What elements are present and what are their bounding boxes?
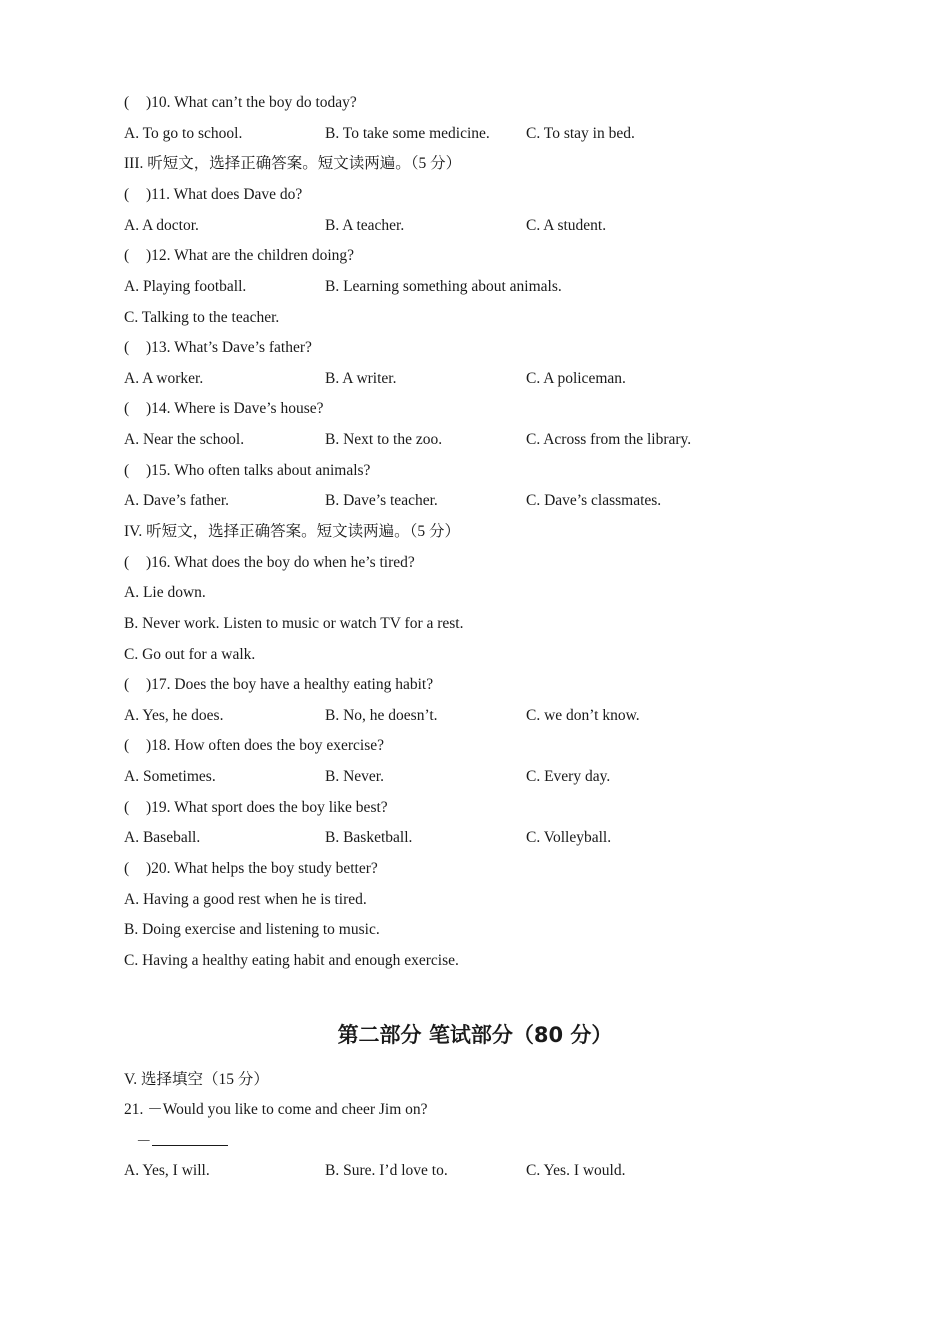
question-number: 12 bbox=[151, 247, 167, 265]
option-line: A. Lie down. bbox=[124, 584, 206, 602]
option-b: B. No, he doesn’t. bbox=[325, 706, 438, 724]
question-dot: . bbox=[166, 860, 175, 877]
answer-paren-close: ) bbox=[146, 94, 152, 111]
option-a: A. To go to school. bbox=[124, 124, 243, 142]
question-21-text: 21. －Would you like to come and cheer Jim on? bbox=[124, 1101, 428, 1118]
answer-paren-open[interactable]: ( bbox=[124, 737, 130, 755]
answer-paren-open[interactable]: ( bbox=[124, 185, 130, 203]
answer-paren-open[interactable]: ( bbox=[124, 676, 130, 694]
option-a: A. A worker. bbox=[124, 369, 204, 387]
option-b: B. Sure. I’d love to. bbox=[325, 1162, 448, 1179]
answer-paren-close: ) bbox=[146, 553, 152, 571]
question-number: 13 bbox=[151, 339, 167, 357]
question-dot: . bbox=[166, 247, 175, 265]
option-c: C. Across from the library. bbox=[526, 431, 692, 448]
question-dot: . bbox=[166, 339, 175, 357]
option-c: C. To stay in bed. bbox=[526, 124, 635, 142]
question-text: What are the children doing? bbox=[174, 247, 355, 265]
question-text: Where is Dave’s house? bbox=[174, 400, 324, 418]
question-number: 16 bbox=[151, 553, 167, 571]
question-text: What does Dave do? bbox=[173, 185, 303, 203]
answer-paren-close: ) bbox=[146, 860, 152, 877]
answer-blank-line bbox=[136, 1131, 228, 1152]
question-dot: . bbox=[166, 94, 175, 111]
question-number: 20 bbox=[151, 860, 167, 877]
question-13 bbox=[124, 338, 312, 358]
question-10 bbox=[124, 93, 357, 113]
option-a: A. A doctor. bbox=[124, 216, 199, 234]
question-text: What can’t the boy do today? bbox=[174, 94, 357, 111]
option-a: A. Playing football. bbox=[124, 277, 247, 295]
question-15 bbox=[124, 461, 370, 481]
question-dot: . bbox=[166, 737, 175, 755]
answer-paren-close: ) bbox=[146, 737, 152, 755]
option-b: B. To take some medicine. bbox=[325, 124, 490, 142]
option-b: B. Never. bbox=[325, 768, 384, 786]
question-text: Who often talks about animals? bbox=[174, 461, 371, 479]
answer-paren-open[interactable]: ( bbox=[124, 400, 130, 418]
answer-paren-open[interactable]: ( bbox=[124, 798, 130, 816]
question-dot: . bbox=[166, 461, 175, 479]
question-number: 15 bbox=[151, 461, 167, 479]
answer-paren-open[interactable]: ( bbox=[124, 860, 130, 877]
answer-paren-close: ) bbox=[146, 400, 152, 418]
question-text: What does the boy do when he’s tired? bbox=[174, 553, 415, 571]
option-c: C. A student. bbox=[526, 216, 607, 234]
option-line: B. Doing exercise and listening to music. bbox=[124, 921, 380, 939]
question-dot: . bbox=[166, 553, 175, 571]
question-text: How often does the boy exercise? bbox=[174, 737, 385, 755]
question-text: What sport does the boy like best? bbox=[174, 798, 388, 816]
question-16 bbox=[124, 553, 415, 573]
question-number: 14 bbox=[151, 400, 167, 418]
answer-paren-close: ) bbox=[146, 339, 152, 357]
option-c: C. Yes. I would. bbox=[526, 1162, 626, 1179]
answer-paren-open[interactable]: ( bbox=[124, 553, 130, 571]
option-a: A. Yes, he does. bbox=[124, 706, 224, 724]
option-c: C. Volleyball. bbox=[526, 829, 612, 847]
answer-paren-open[interactable]: ( bbox=[124, 339, 130, 357]
question-dot: . bbox=[166, 676, 175, 694]
answer-paren-close: ) bbox=[146, 247, 152, 265]
option-a: A. Sometimes. bbox=[124, 768, 216, 786]
answer-paren-close: ) bbox=[146, 185, 152, 203]
question-14 bbox=[124, 399, 324, 419]
question-dot: . bbox=[166, 185, 174, 203]
answer-paren-close: ) bbox=[146, 798, 152, 816]
option-a: A. Yes, I will. bbox=[124, 1162, 210, 1179]
option-c: C. we don’t know. bbox=[526, 706, 640, 724]
question-12 bbox=[124, 246, 354, 266]
question-20 bbox=[124, 859, 378, 879]
question-17 bbox=[124, 675, 433, 695]
answer-paren-close: ) bbox=[146, 461, 152, 479]
section-title: III. 听短文，选择正确答案。短文读两遍。（5 分） bbox=[124, 155, 462, 173]
answer-paren-close: ) bbox=[146, 676, 152, 694]
question-number: 18 bbox=[151, 737, 167, 755]
option-line: B. Never work. Listen to music or watch TV for a rest. bbox=[124, 614, 464, 632]
question-number: 19 bbox=[151, 798, 167, 816]
option-line: C. Having a healthy eating habit and enough exercise. bbox=[124, 951, 459, 969]
question-text: What’s Dave’s father? bbox=[174, 339, 312, 357]
question-11 bbox=[124, 185, 302, 205]
section-title: IV. 听短文，选择正确答案。短文读两遍。（5 分） bbox=[124, 523, 460, 540]
option-line: A. Having a good rest when he is tired. bbox=[124, 890, 367, 908]
reply-dash: － bbox=[136, 1133, 152, 1150]
question-number: 17 bbox=[151, 676, 167, 694]
option-a: A. Dave’s father. bbox=[124, 492, 230, 510]
option-b: B. A teacher. bbox=[325, 216, 405, 234]
option-b: B. Dave’s teacher. bbox=[325, 492, 438, 510]
part-two-heading: 第二部分 笔试部分（80 分） bbox=[337, 1023, 613, 1047]
question-text: Does the boy have a healthy eating habit? bbox=[174, 676, 434, 694]
answer-paren-open[interactable]: ( bbox=[124, 247, 130, 265]
option-c: C. Dave’s classmates. bbox=[526, 492, 662, 510]
answer-paren-open[interactable]: ( bbox=[124, 461, 130, 479]
question-18 bbox=[124, 736, 384, 756]
option-b: B. Learning something about animals. bbox=[325, 277, 562, 295]
option-c: C. Every day. bbox=[526, 768, 611, 786]
option-c: C. A policeman. bbox=[526, 369, 626, 387]
option-b: B. Next to the zoo. bbox=[325, 431, 443, 448]
option-line: C. Talking to the teacher. bbox=[124, 308, 280, 326]
answer-blank[interactable] bbox=[152, 1131, 228, 1146]
option-line: C. Go out for a walk. bbox=[124, 645, 256, 663]
question-number: 11 bbox=[151, 185, 167, 203]
question-text: What helps the boy study better? bbox=[174, 860, 378, 877]
question-number: 10 bbox=[151, 94, 167, 111]
option-a: A. Near the school. bbox=[124, 431, 245, 448]
section-v-title: V. 选择填空（15 分） bbox=[124, 1071, 269, 1088]
option-a: A. Baseball. bbox=[124, 829, 201, 847]
question-19 bbox=[124, 798, 388, 818]
option-b: B. Basketball. bbox=[325, 829, 413, 847]
question-dot: . bbox=[166, 798, 175, 816]
question-dot: . bbox=[166, 400, 175, 418]
option-b: B. A writer. bbox=[325, 369, 397, 387]
answer-paren-open[interactable]: ( bbox=[124, 94, 130, 111]
